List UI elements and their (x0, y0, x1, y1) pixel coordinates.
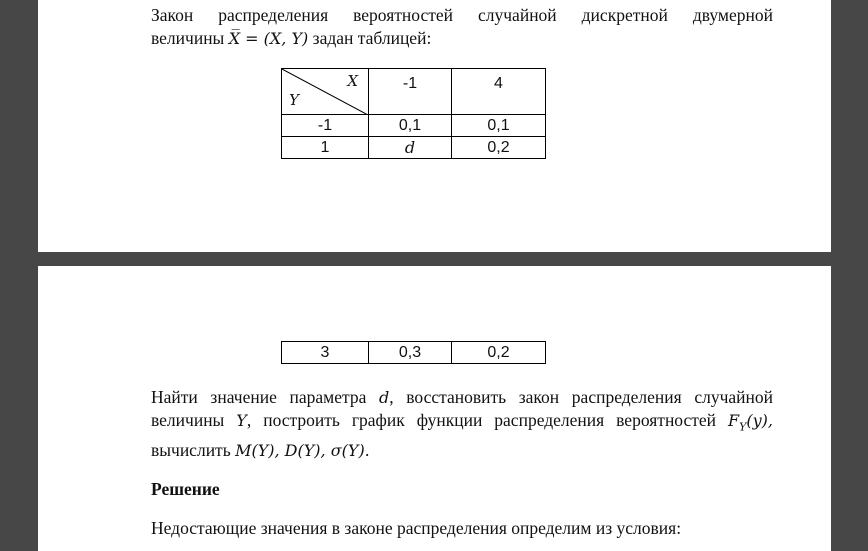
y-value: 3 (282, 342, 369, 364)
intro-line-2: величины X̅ = (X, Y) задан таблицей: (151, 28, 432, 48)
x-header-2: 4 (452, 69, 546, 115)
table-row (282, 115, 546, 137)
document-page-1 (38, 0, 831, 252)
task-line-1: Найти значение параметра d, восстановить закон распределения случайной (151, 387, 773, 407)
distribution-table-continued (281, 341, 546, 364)
task-line-3: вычислить M(Y), D(Y), σ(Y). (151, 439, 370, 460)
table-cell: 0,2 (452, 137, 546, 159)
table-cell-d: d (369, 137, 452, 159)
table-cell: 0,1 (369, 115, 452, 137)
corner-x-label: X (347, 72, 358, 90)
table-cell: 0,1 (452, 115, 546, 137)
corner-y-label: Y (289, 91, 299, 109)
distribution-table-top (281, 68, 546, 159)
vector-x-formula: X̅ = (X, Y) (228, 29, 309, 48)
y-value: 1 (282, 137, 369, 159)
document-page-2 (38, 266, 831, 551)
table-row (282, 342, 546, 364)
task-line-2: величины Y, построить график функции распределения вероятностей $F_Y(y)$, (151, 410, 773, 434)
y-value: -1 (282, 115, 369, 137)
x-header-1: -1 (369, 69, 452, 115)
table-cell: 0,2 (452, 342, 546, 364)
intro-line-1: Закон распределения вероятностей случайной дискретной двумерной (151, 5, 773, 25)
corner-cell (282, 69, 369, 115)
table-cell: 0,3 (369, 342, 452, 364)
task-paragraph (151, 386, 773, 462)
table-row (282, 137, 546, 159)
solution-text: Недостающие значения в законе распределения определим из условия: (151, 518, 682, 538)
statistics-formulas: M(Y), D(Y), σ(Y). (235, 440, 370, 460)
solution-heading: Решение (151, 479, 220, 499)
intro-paragraph (151, 4, 773, 50)
